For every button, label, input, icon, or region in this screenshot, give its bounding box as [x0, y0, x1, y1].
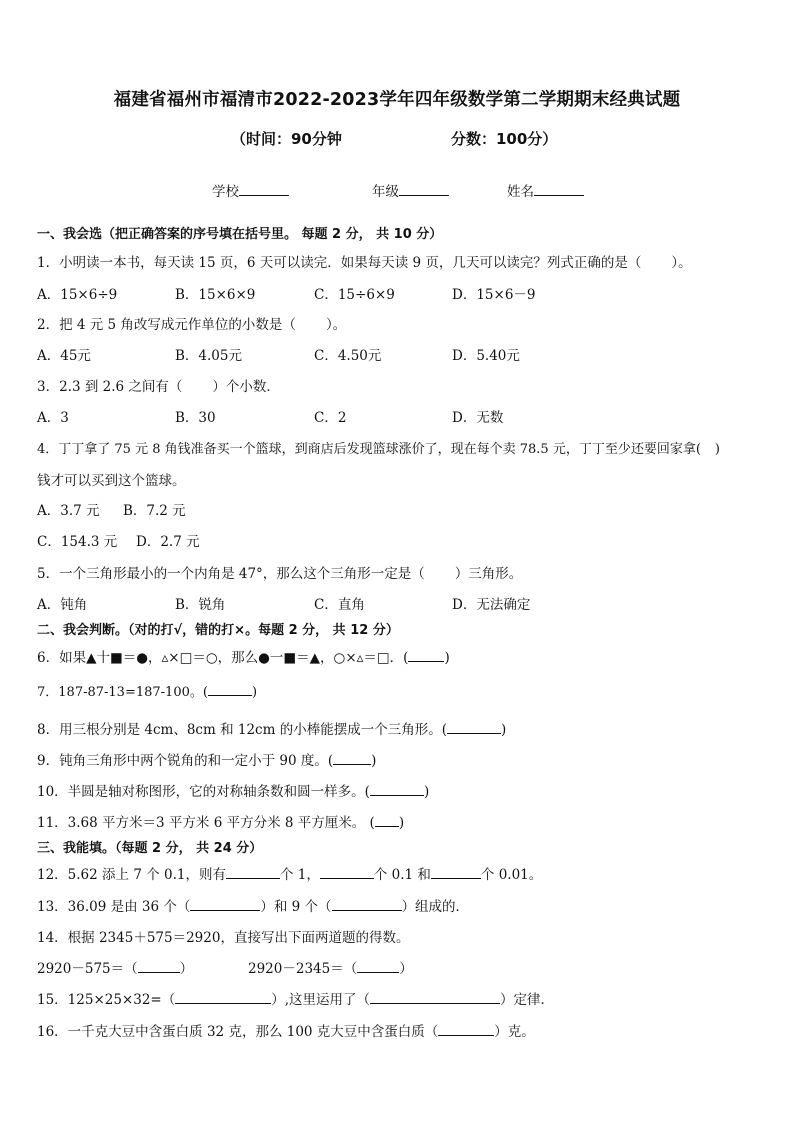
q2-option-a: A．45元 [37, 348, 91, 364]
q5-option-c: C．直角 [314, 597, 365, 613]
q3-option-d: D．无数 [452, 410, 504, 426]
q8-text: 8．用三根分别是 4cm、8cm 和 12cm 的小棒能摆成一个三角形。( [37, 722, 447, 738]
page-title: 福建省福州市福清市2022-2023学年四年级数学第二学期期末经典试题 [113, 90, 681, 110]
q3-stem [37, 375, 280, 395]
q1-option-a: A．15×6÷9 [37, 287, 118, 303]
q2-option-d: D．5.40元 [452, 348, 520, 364]
q5-stem-text: 5．一个三角形最小的一个内角是 47°，那么这个三角形一定是（ [37, 566, 425, 582]
grade-field [372, 180, 449, 200]
q1-stem-text: 1．小明读一本书，每天读 15 页，6 天可以读完．如果每天读 9 页，几天可以读完？列式正确的是（ [37, 255, 642, 271]
section-1-heading: 一、我会选（把正确答案的序号填在括号里。 每题 2 分， 共 10 分） [37, 227, 443, 242]
q5-stem [37, 562, 522, 582]
q6-answer-blank[interactable] [408, 649, 444, 662]
q10-answer-blank[interactable] [370, 783, 424, 796]
q13-text-2: ）和 9 个（ [260, 899, 332, 915]
q5-option-d: D．无法确定 [452, 597, 531, 613]
school-label: 学校 [212, 184, 239, 200]
name-blank[interactable] [534, 181, 584, 196]
q11-answer-blank[interactable] [375, 814, 399, 827]
q10-line [37, 780, 429, 800]
q7-text: 7．187-87-13=187-100。( [37, 685, 208, 700]
q10-text: 10．半圆是轴对称图形，它的对称轴条数和圆一样多。( [37, 784, 370, 800]
q3-stem-text: 3．2.3 到 2.6 之间有（ [37, 379, 183, 395]
q9-answer-blank[interactable] [333, 752, 371, 765]
time-label: （时间：90分钟 [231, 130, 342, 148]
q3-option-b: B．30 [175, 410, 216, 426]
q7-end: ) [251, 685, 258, 700]
q15-text-2: ）,这里运用了（ [271, 992, 371, 1008]
q15-blank-1[interactable] [175, 991, 271, 1004]
q16-line [37, 1020, 535, 1040]
q1-option-b: B．15×6×9 [175, 287, 256, 303]
q1-stem-end: ）。 [671, 255, 692, 271]
q14-expr-2 [248, 957, 413, 977]
q14-expr-1-end: ） [179, 961, 194, 977]
grade-blank[interactable] [399, 181, 449, 196]
name-field [507, 180, 584, 200]
q13-blank-2[interactable] [332, 898, 402, 911]
q13-text: 13．36.09 是由 36 个（ [37, 899, 191, 915]
q16-text: 16．一千克大豆中含蛋白质 32 克，那么 100 克大豆中含蛋白质（ [37, 1024, 439, 1040]
q9-text: 9．钝角三角形中两个锐角的和一定小于 90 度。( [37, 753, 334, 769]
q13-blank-1[interactable] [190, 898, 260, 911]
q3-option-c: C．2 [314, 410, 347, 426]
q15-text: 15．125×25×32=（ [37, 992, 176, 1008]
q8-end: ) [500, 722, 507, 738]
q4-option-c: C．154.3 元 [37, 534, 118, 550]
section-2-heading: 二、我会判断。（对的打√，错的打×。每题 2 分， 共 12 分） [37, 623, 399, 638]
school-field [212, 180, 289, 200]
q2-stem [37, 313, 346, 333]
q12-text: 12．5.62 添上 7 个 0.1，则有 [37, 867, 226, 883]
q12-blank-1[interactable] [226, 866, 280, 879]
q14-expr-1-text: 2920－575＝（ [37, 961, 138, 977]
q4-option-a: A．3.7 元 [37, 503, 100, 519]
q4-stem [37, 438, 720, 457]
q2-option-b: B．4.05元 [175, 348, 242, 364]
q11-end: ) [398, 815, 405, 831]
q12-text-3: 个 0.1 和 [373, 867, 431, 883]
q15-line [37, 988, 554, 1008]
q5-option-a: A．钝角 [37, 597, 88, 613]
q4-stem-end: ) [714, 442, 720, 457]
q12-text-2: 个 1， [279, 867, 320, 883]
q2-option-c: C．4.50元 [314, 348, 382, 364]
q4-stem-continued: 钱才可以买到这个篮球。 [37, 473, 186, 489]
name-label: 姓名 [507, 184, 534, 200]
q14-expr-2-end: ） [399, 961, 413, 977]
q11-text: 11．3.68 平方米＝3 平方米 6 平方分米 8 平方厘米。 ( [37, 815, 375, 831]
q10-end: ) [423, 784, 430, 800]
q11-line [37, 811, 404, 831]
q14-stem: 14．根据 2345＋575＝2920，直接写出下面两道题的得数。 [37, 930, 410, 946]
q14-blank-1[interactable] [138, 960, 180, 973]
grade-label: 年级 [372, 184, 399, 200]
q9-line [37, 749, 376, 769]
q7-answer-blank[interactable] [208, 683, 252, 696]
q9-end: ) [371, 753, 377, 769]
q14-expr-2-text: 2920－2345＝（ [248, 961, 358, 977]
q12-text-4: 个 0.01。 [480, 867, 543, 883]
q14-expr-1 [37, 957, 193, 977]
q2-stem-end: ）。 [325, 317, 347, 333]
school-blank[interactable] [239, 181, 289, 196]
q6-text: 6．如果▲十■＝●，▵×□＝○，那么●一■＝▲，○×▵＝□．( [37, 650, 409, 666]
q1-option-d: D．15×6－9 [452, 287, 536, 303]
q12-blank-3[interactable] [431, 866, 481, 879]
q1-option-c: C．15÷6×9 [314, 287, 395, 303]
q8-answer-blank[interactable] [447, 721, 501, 734]
q2-stem-text: 2．把 4 元 5 角改写成元作单位的小数是（ [37, 317, 296, 333]
q16-blank[interactable] [438, 1023, 494, 1036]
q15-text-3: ）定律． [500, 992, 555, 1008]
q12-line [37, 863, 542, 883]
q6-end: ) [444, 650, 450, 666]
section-3-heading: 三、我能填。（每题 2 分， 共 24 分） [37, 841, 263, 856]
q1-stem [37, 251, 692, 271]
q14-blank-2[interactable] [357, 960, 399, 973]
q7-line [37, 681, 257, 700]
score-label: 分数：100分） [451, 130, 558, 148]
q5-option-b: B．锐角 [175, 597, 226, 613]
q12-blank-2[interactable] [320, 866, 374, 879]
q4-option-d: D．2.7 元 [136, 534, 200, 550]
q13-text-3: ）组成的． [401, 899, 470, 915]
q4-stem-text: 4．丁丁拿了 75 元 8 角钱准备买一个篮球，到商店后发现篮球涨价了，现在每个卖 78.5 元，丁丁至少还要回家拿( [37, 442, 701, 457]
q16-end: ）克。 [494, 1024, 535, 1040]
q4-option-b: B．7.2 元 [123, 503, 186, 519]
q15-blank-2[interactable] [370, 991, 500, 1004]
q3-stem-end: ）个小数． [212, 379, 280, 395]
q6-line [37, 646, 450, 666]
q3-option-a: A．3 [37, 410, 69, 426]
q13-line [37, 895, 469, 915]
q5-stem-end: ）三角形。 [454, 566, 523, 582]
q8-line [37, 718, 506, 738]
